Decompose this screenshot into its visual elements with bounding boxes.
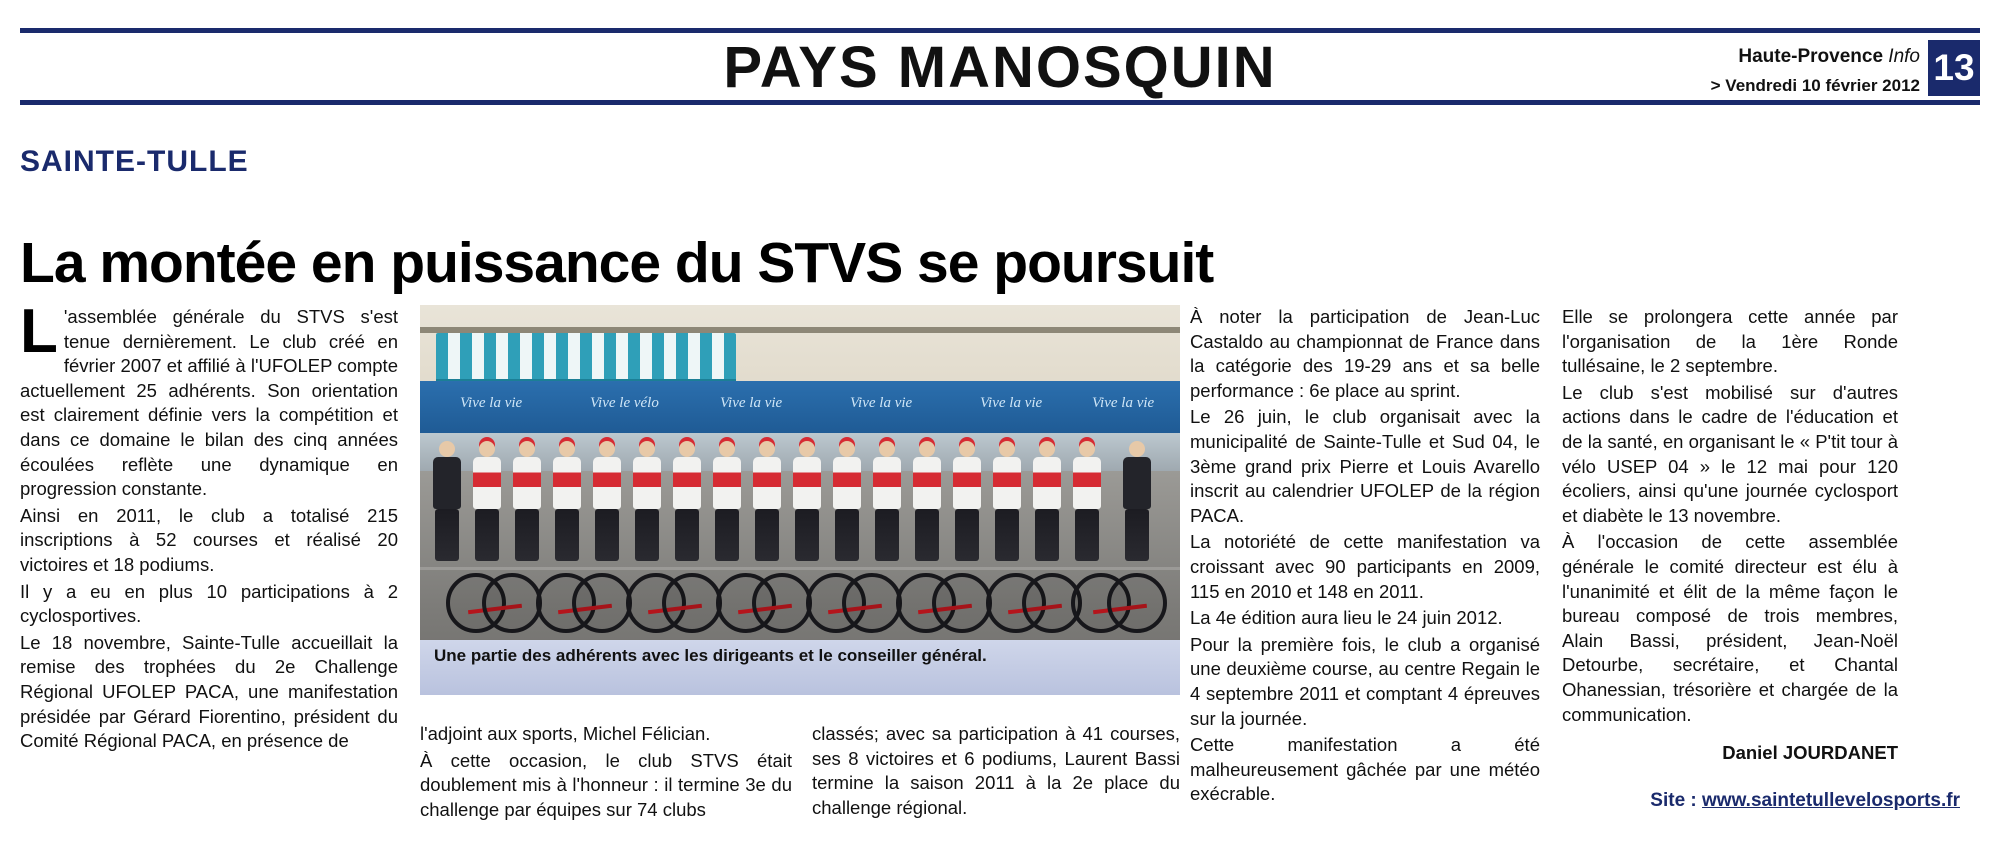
photo-caption-text: Une partie des adhérents avec les dirigeants et le conseiller général.: [434, 646, 987, 665]
paragraph-text: Le 18 novembre, Sainte-Tulle accueillait la remise des trophées du 2e Challenge Régional UFOLEP PACA, une manifestation présidée par Gérard Fiorentino, président du Comité Régional PACA, en présence de: [20, 631, 398, 752]
website-label: Site :: [1650, 790, 1703, 811]
paragraph-text: Le club s'est mobilisé sur d'autres actions dans le cadre de l'éducation et de la santé, en organisant le « P'tit tour à vélo USEP 04 » le 12 mai pour 120 écoliers, ainsi qu'une journée cyclosport et diabète le 13 novembre.: [1562, 381, 1898, 526]
paragraph-text: Pour la première fois, le club a organisé une deuxième course, au centre Regain le 4 septembre 2011 et comptant 4 épreuves sur la journée.: [1190, 633, 1540, 729]
publication-name: [1738, 46, 1920, 68]
masthead-top-rule: [20, 28, 1980, 33]
paragraph-text: Il y a eu en plus 10 participations à 2 cyclosportives.: [20, 580, 398, 627]
photo-bicycle: [626, 575, 722, 633]
paragraph-text: Le 26 juin, le club organisait avec la municipalité de Sainte-Tulle et Sud 04, le 3ème grand prix Pierre et Louis Avarello inscrit au calendrier UFOLEP de la région PACA.: [1190, 406, 1540, 526]
photo-caption-band: [420, 640, 1180, 695]
issue-date: > Vendredi 10 février 2012: [1710, 76, 1920, 95]
photo-bicycle: [446, 575, 542, 633]
website-url[interactable]: www.saintetullevelosports.fr: [1702, 790, 1960, 811]
paragraph-text: Cette manifestation a été malheureusement gâchée par une météo exécrable.: [1190, 734, 1540, 805]
paragraph-text: La 4e édition aura lieu le 24 juin 2012.: [1190, 607, 1503, 629]
masthead: [20, 28, 1980, 106]
article-column-4: [1190, 305, 1540, 809]
photo-shop-awning: [436, 333, 736, 384]
photo-bicycle: [536, 575, 632, 633]
paragraph-text: À cette occasion, le club STVS était doublement mis à l'honneur : il termine 3e du challenge par équipes sur 74 clubs: [420, 749, 792, 820]
publication-name-bold: Haute-Provence: [1738, 46, 1889, 67]
shop-slogan: Vive la vie: [720, 395, 783, 411]
publication-name-italic: Info: [1888, 46, 1920, 67]
photo-bicycle: [986, 575, 1082, 633]
masthead-right-block: [1650, 46, 1980, 108]
article-byline: Daniel JOURDANET: [1722, 742, 1898, 763]
paragraph-text: À noter la participation de Jean-Luc Castaldo au championnat de France dans la catégorie des 19-29 ans et sa belle performance : 6e place au sprint.: [1190, 306, 1540, 401]
photo-bicycle: [716, 575, 812, 633]
paragraph-text: 'assemblée générale du STVS s'est tenue dernièrement. Le club créé en février 2007 et affilié à l'UFOLEP compte actuellement 25 adhérents. Son orientation est clairement définie vers la compétition et dans ce domaine le bilan des cinq années écoulées reflète une dynamique en progression constante.: [20, 306, 398, 500]
paragraph-text: La notoriété de cette manifestation va croissant avec 90 participants en 2009, 115 en 2010 et 148 en 2011.: [1190, 531, 1540, 602]
shop-slogan: Vive le vélo: [590, 395, 659, 411]
shop-slogan: Vive la vie: [850, 395, 913, 411]
shop-slogan: Vive la vie: [460, 395, 523, 411]
drop-cap: L: [20, 297, 58, 366]
masthead-bottom-rule: [20, 100, 1980, 105]
masthead-title: PAYS MANOSQUIN: [723, 35, 1277, 100]
shop-slogan: Vive la vie: [980, 395, 1043, 411]
paragraph-text: classés; avec sa participation à 41 courses, ses 8 victoires et 6 podiums, Laurent Bassi termine la saison 2011 à la 2e place du challenge régional.: [812, 723, 1180, 818]
article-column-1: [20, 297, 398, 756]
paragraph-text: Ainsi en 2011, le club a totalisé 215 inscriptions à 52 courses et réalisé 20 victoires et 18 podiums.: [20, 504, 398, 575]
paragraph-text: l'adjoint aux sports, Michel Félician.: [420, 723, 711, 744]
article-column-3: [812, 722, 1180, 822]
photo-bicycle: [806, 575, 902, 633]
article-headline: La montée en puissance du STVS se poursuit: [20, 231, 1214, 296]
article-photo: [420, 305, 1180, 695]
paragraph-text: Elle se prolongera cette année par l'organisation de la 1ère Ronde tullésaine, le 2 septembre.: [1562, 306, 1898, 377]
paragraph-with-dropcap: [20, 297, 398, 502]
website-line: [1540, 790, 1960, 812]
photo-bicycles-row: [426, 541, 1174, 637]
photo-bicycle: [1071, 575, 1167, 633]
article-column-2: [420, 722, 792, 824]
section-label: SAINTE-TULLE: [20, 145, 249, 178]
photo-bicycle: [896, 575, 992, 633]
shop-slogan: Vive la vie: [1092, 395, 1155, 411]
article-column-5: [1562, 305, 1898, 729]
paragraph-text: À l'occasion de cette assemblée générale le comité directeur est élu à l'unanimité et élit de la même façon le bureau composé de trois membres, Alain Bassi, président, Jean-Noël Detourbe, secrétaire, et Chantal Ohanessian, trésorière et chargée de la communication.: [1562, 531, 1898, 725]
page-number-badge: 13: [1928, 40, 1980, 96]
